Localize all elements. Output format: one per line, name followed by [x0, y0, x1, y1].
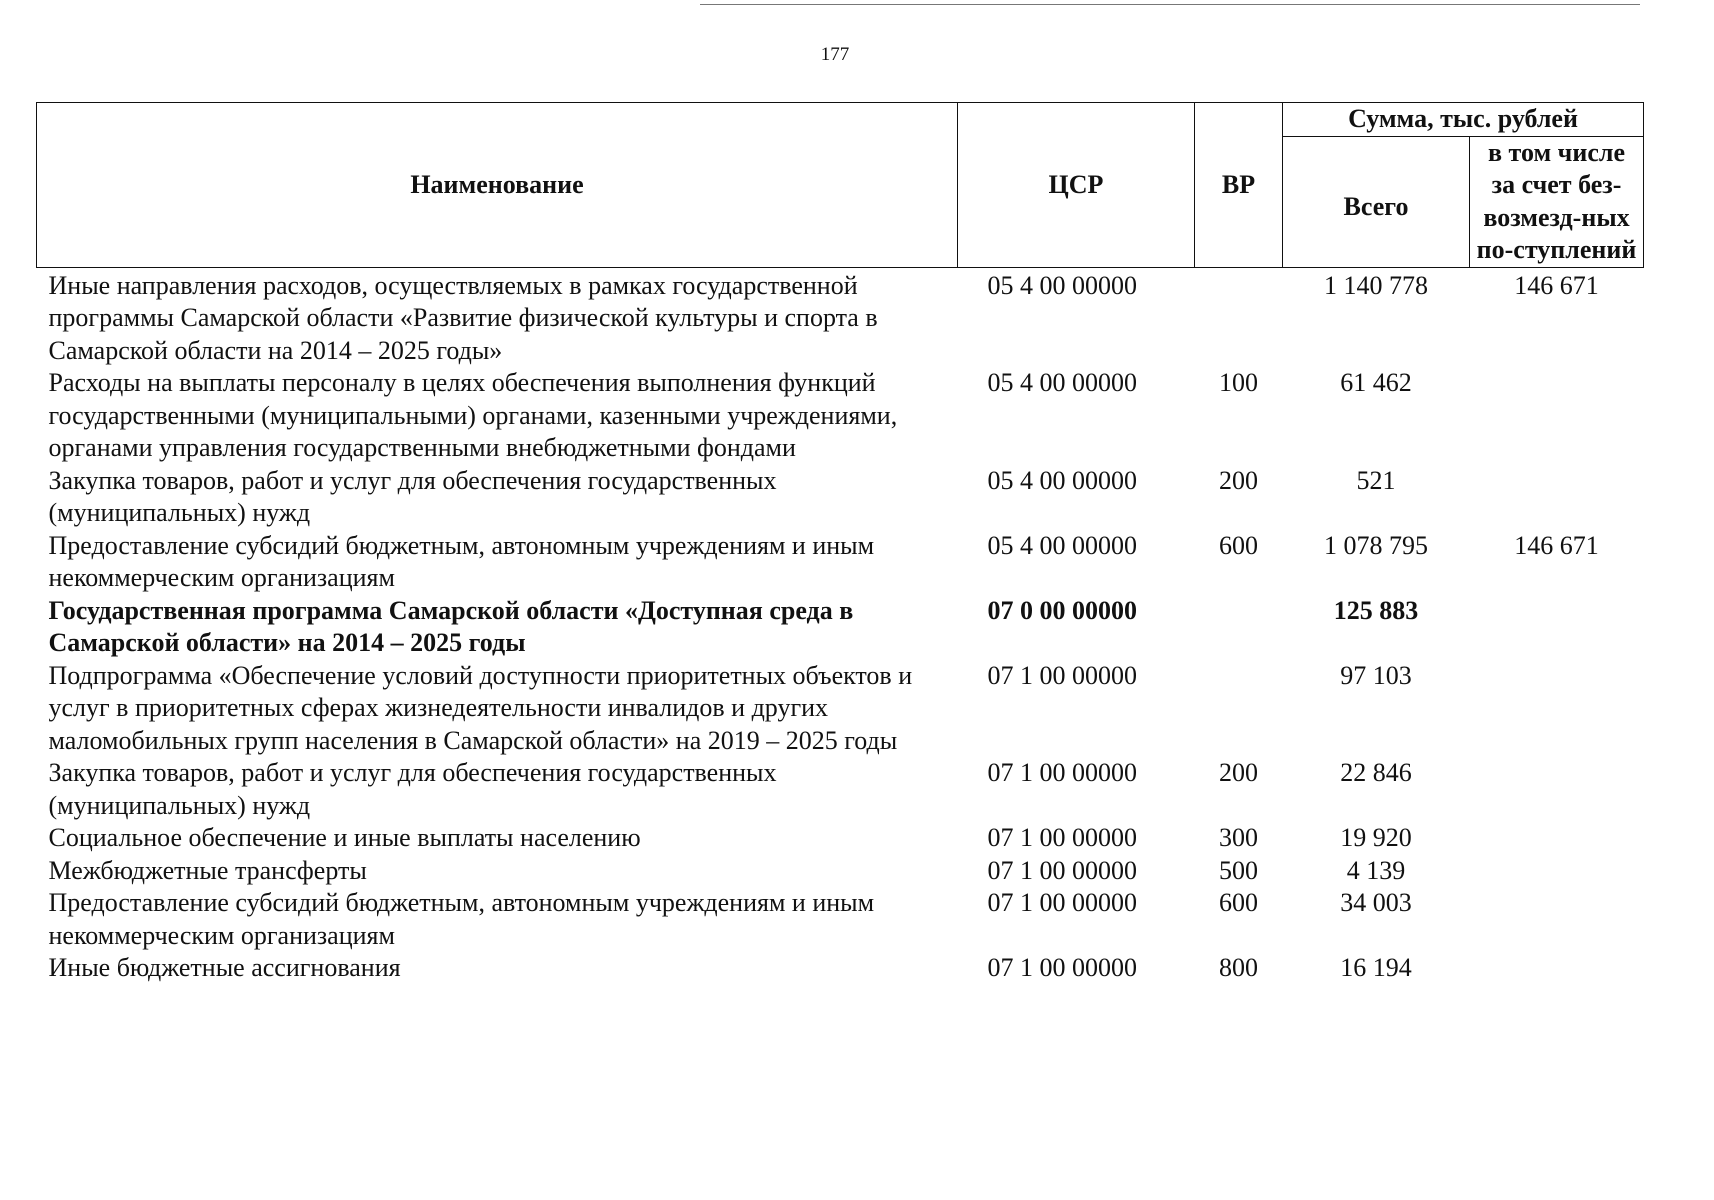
- table-row: [37, 530, 1644, 595]
- cell-name: Закупка товаров, работ и услуг для обеспечения государственных (муниципальных) нужд: [48, 465, 777, 527]
- header-free: в том числе за счет без-возмезд-ных по-ступлений: [1470, 136, 1644, 267]
- cell-free: [1470, 855, 1644, 888]
- cell-vr: [1195, 660, 1283, 758]
- cell-total: 97 103: [1340, 660, 1412, 690]
- header-sum: Сумма, тыс. рублей: [1283, 103, 1644, 137]
- cell-total: 1 140 778: [1324, 270, 1428, 300]
- cell-name: Межбюджетные трансферты: [48, 855, 367, 885]
- table-header: [37, 103, 1644, 268]
- cell-vr: 600: [1219, 530, 1258, 560]
- cell-name: Расходы на выплаты персоналу в целях обеспечения выполнения функций государственными (муниципальными) органами, казенными учреждениями, органами управления государственными внебюджетными фондами: [48, 368, 898, 462]
- header-vr: ВР: [1195, 103, 1283, 268]
- cell-total: 19 920: [1340, 823, 1412, 852]
- cell-vr: 200: [1219, 465, 1258, 495]
- cell-csr: 05 4 00 00000: [987, 270, 1137, 300]
- table-row: [37, 660, 1644, 758]
- cell-name: Социальное обеспечение и иные выплаты населению: [48, 823, 641, 852]
- cell-total: 1 078 795: [1324, 530, 1428, 560]
- cell-total: 34 003: [1340, 888, 1412, 917]
- cell-free: [1470, 465, 1644, 530]
- cell-free: [1470, 660, 1644, 758]
- cell-vr: 600: [1219, 888, 1258, 917]
- cell-vr: 800: [1219, 953, 1258, 982]
- top-rule: [700, 4, 1640, 5]
- page-number: 177: [820, 44, 850, 65]
- cell-free: [1470, 757, 1644, 822]
- header-total: Всего: [1283, 136, 1470, 267]
- cell-free: [1470, 822, 1644, 855]
- cell-total: 125 883: [1333, 595, 1419, 625]
- cell-csr: 05 4 00 00000: [987, 530, 1137, 560]
- cell-csr: 07 1 00 00000: [987, 823, 1137, 852]
- cell-total: 61 462: [1340, 368, 1412, 397]
- cell-csr: 05 4 00 00000: [987, 368, 1137, 397]
- cell-csr: 07 1 00 00000: [987, 953, 1137, 982]
- cell-vr: 300: [1219, 823, 1258, 852]
- cell-name: Иные направления расходов, осуществляемых в рамках государственной программы Самарской области «Развитие физической культуры и спорта в Самарской области на 2014 – 2025 годы»: [48, 270, 878, 365]
- table-row: [37, 367, 1644, 465]
- cell-csr: 07 1 00 00000: [987, 660, 1137, 690]
- table-row: [37, 887, 1644, 952]
- cell-name: Государственная программа Самарской области «Доступная среда в Самарской области» на 2014 – 2025 годы: [48, 595, 854, 657]
- table-row: [37, 595, 1644, 660]
- table-row: [37, 465, 1644, 530]
- cell-vr: 100: [1219, 368, 1258, 397]
- cell-name: Предоставление субсидий бюджетным, автономным учреждениям и иным некоммерческим организациям: [48, 530, 875, 592]
- budget-table: [36, 102, 1644, 985]
- table-row: [37, 822, 1644, 855]
- cell-csr: 07 0 00 00000: [987, 595, 1137, 625]
- cell-total: 22 846: [1340, 758, 1412, 787]
- cell-csr: 07 1 00 00000: [987, 758, 1137, 787]
- table-row: [37, 757, 1644, 822]
- cell-name: Иные бюджетные ассигнования: [48, 953, 401, 982]
- cell-total: 4 139: [1346, 855, 1406, 885]
- cell-total: 521: [1356, 465, 1396, 495]
- cell-vr: 200: [1219, 758, 1258, 787]
- cell-free: [1470, 595, 1644, 660]
- cell-free: 146 671: [1514, 530, 1599, 560]
- header-csr: ЦСР: [958, 103, 1195, 268]
- cell-vr: [1195, 595, 1283, 660]
- cell-name: Предоставление субсидий бюджетным, автономным учреждениям и иным некоммерческим организациям: [48, 888, 875, 950]
- table-row: [37, 855, 1644, 888]
- header-name: Наименование: [37, 103, 958, 268]
- cell-csr: 05 4 00 00000: [987, 465, 1137, 495]
- table-row: [37, 267, 1644, 367]
- cell-csr: 07 1 00 00000: [987, 888, 1137, 917]
- cell-free: [1470, 952, 1644, 985]
- cell-free: [1470, 887, 1644, 952]
- cell-name: Подпрограмма «Обеспечение условий доступности приоритетных объектов и услуг в приоритетных сферах жизнедеятельности инвалидов и других маломобильных групп населения в Самарской области» на 2019 – 2025 годы: [48, 660, 913, 755]
- cell-free: 146 671: [1514, 270, 1599, 300]
- cell-csr: 07 1 00 00000: [987, 855, 1137, 885]
- cell-vr: 500: [1219, 855, 1258, 885]
- table-body: [37, 267, 1644, 985]
- table-row: [37, 952, 1644, 985]
- cell-vr: [1195, 267, 1283, 367]
- cell-total: 16 194: [1340, 953, 1412, 982]
- cell-free: [1470, 367, 1644, 465]
- cell-name: Закупка товаров, работ и услуг для обеспечения государственных (муниципальных) нужд: [48, 758, 777, 820]
